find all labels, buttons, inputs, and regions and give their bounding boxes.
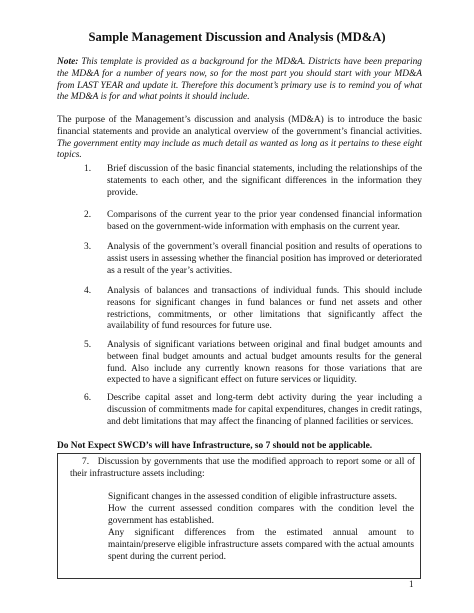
list-item-text: Brief discussion of the basic financial statements, including the relationships of the statements to each other, and the significant differences in the information they provide. (107, 164, 422, 198)
intro-text: The purpose of the Management’s discussion and analysis (MD&A) is to introduce the basic financial statements and provide an analytical overview of the government’s financial activities. (57, 115, 422, 137)
list-item-text: Describe capital asset and long-term debt activity during the year including a discussion of commitments made for capital expenditures, changes in credit ratings, and debt limitations that may affect the financing of planned facilities or services. (107, 393, 422, 427)
box-bullet: Significant changes in the assessed condition of eligible infrastructure assets. (108, 492, 397, 502)
list-item-text: Analysis of balances and transactions of individual funds. This should include reasons for significant changes in fund balances or fund net assets and other restrictions, commitments, or other limitations that significantly affect the availability of fund resources for future use. (107, 286, 422, 332)
intro-paragraph (57, 115, 422, 162)
infrastructure-box (57, 453, 421, 579)
note-text: This template is provided as a background for the MD&A. Districts have been preparing the MD&A for a number of years now, so for the most part you should start with your MD&A from LAST YEAR and update it. Therefore this document’s primary use is to remind you of what the MD&A is for and what points it should include. (57, 57, 422, 103)
list-item-text: Analysis of the government’s overall financial position and results of operations to assist users in assessing whether the financial position has improved or deteriorated as a result of the year’s activities. (107, 242, 422, 276)
box-bullet: Any significant differences from the estimated annual amount to maintain/preserve eligible infrastructure assets compared with the actual amounts spent during the current period. (108, 528, 414, 562)
page-number: 1 (409, 579, 414, 589)
note-label: Note: (57, 57, 79, 67)
list-item-number: 5. (84, 340, 92, 350)
list-item-number: 1. (84, 164, 92, 174)
intro-italic-text: The government entity may include as much detail as wanted as long as it pertains to these eight topics. (57, 138, 422, 161)
page-title: Sample Management Discussion and Analysis (MD&A) (88, 30, 386, 44)
box-bullet: How the current assessed condition compares with the condition level the government has established. (108, 504, 414, 526)
list-item-text: Analysis of significant variations between original and final budget amounts and between final budget amounts and actual budget amounts results for the general fund. Also include any currently known reasons for those variations that are expected to have a significant effect on future services or liquidity. (107, 340, 422, 386)
list-item-number: 4. (84, 286, 92, 296)
list-item-number: 2. (84, 210, 92, 220)
list-item-number: 3. (84, 242, 92, 252)
list-item-text: Comparisons of the current year to the prior year condensed financial information based on the government-wide information with emphasis on the current year. (107, 210, 422, 232)
list-item-number: 6. (84, 393, 92, 403)
infrastructure-warning: Do Not Expect SWCD’s will have Infrastructure, so 7 should not be applicable. (57, 441, 373, 451)
note-paragraph (57, 57, 422, 104)
box-number: 7. (82, 457, 90, 467)
box-intro-text: Discussion by governments that use the modified approach to report some or all of their infrastructure assets including: (70, 457, 416, 479)
box-intro (70, 457, 415, 481)
